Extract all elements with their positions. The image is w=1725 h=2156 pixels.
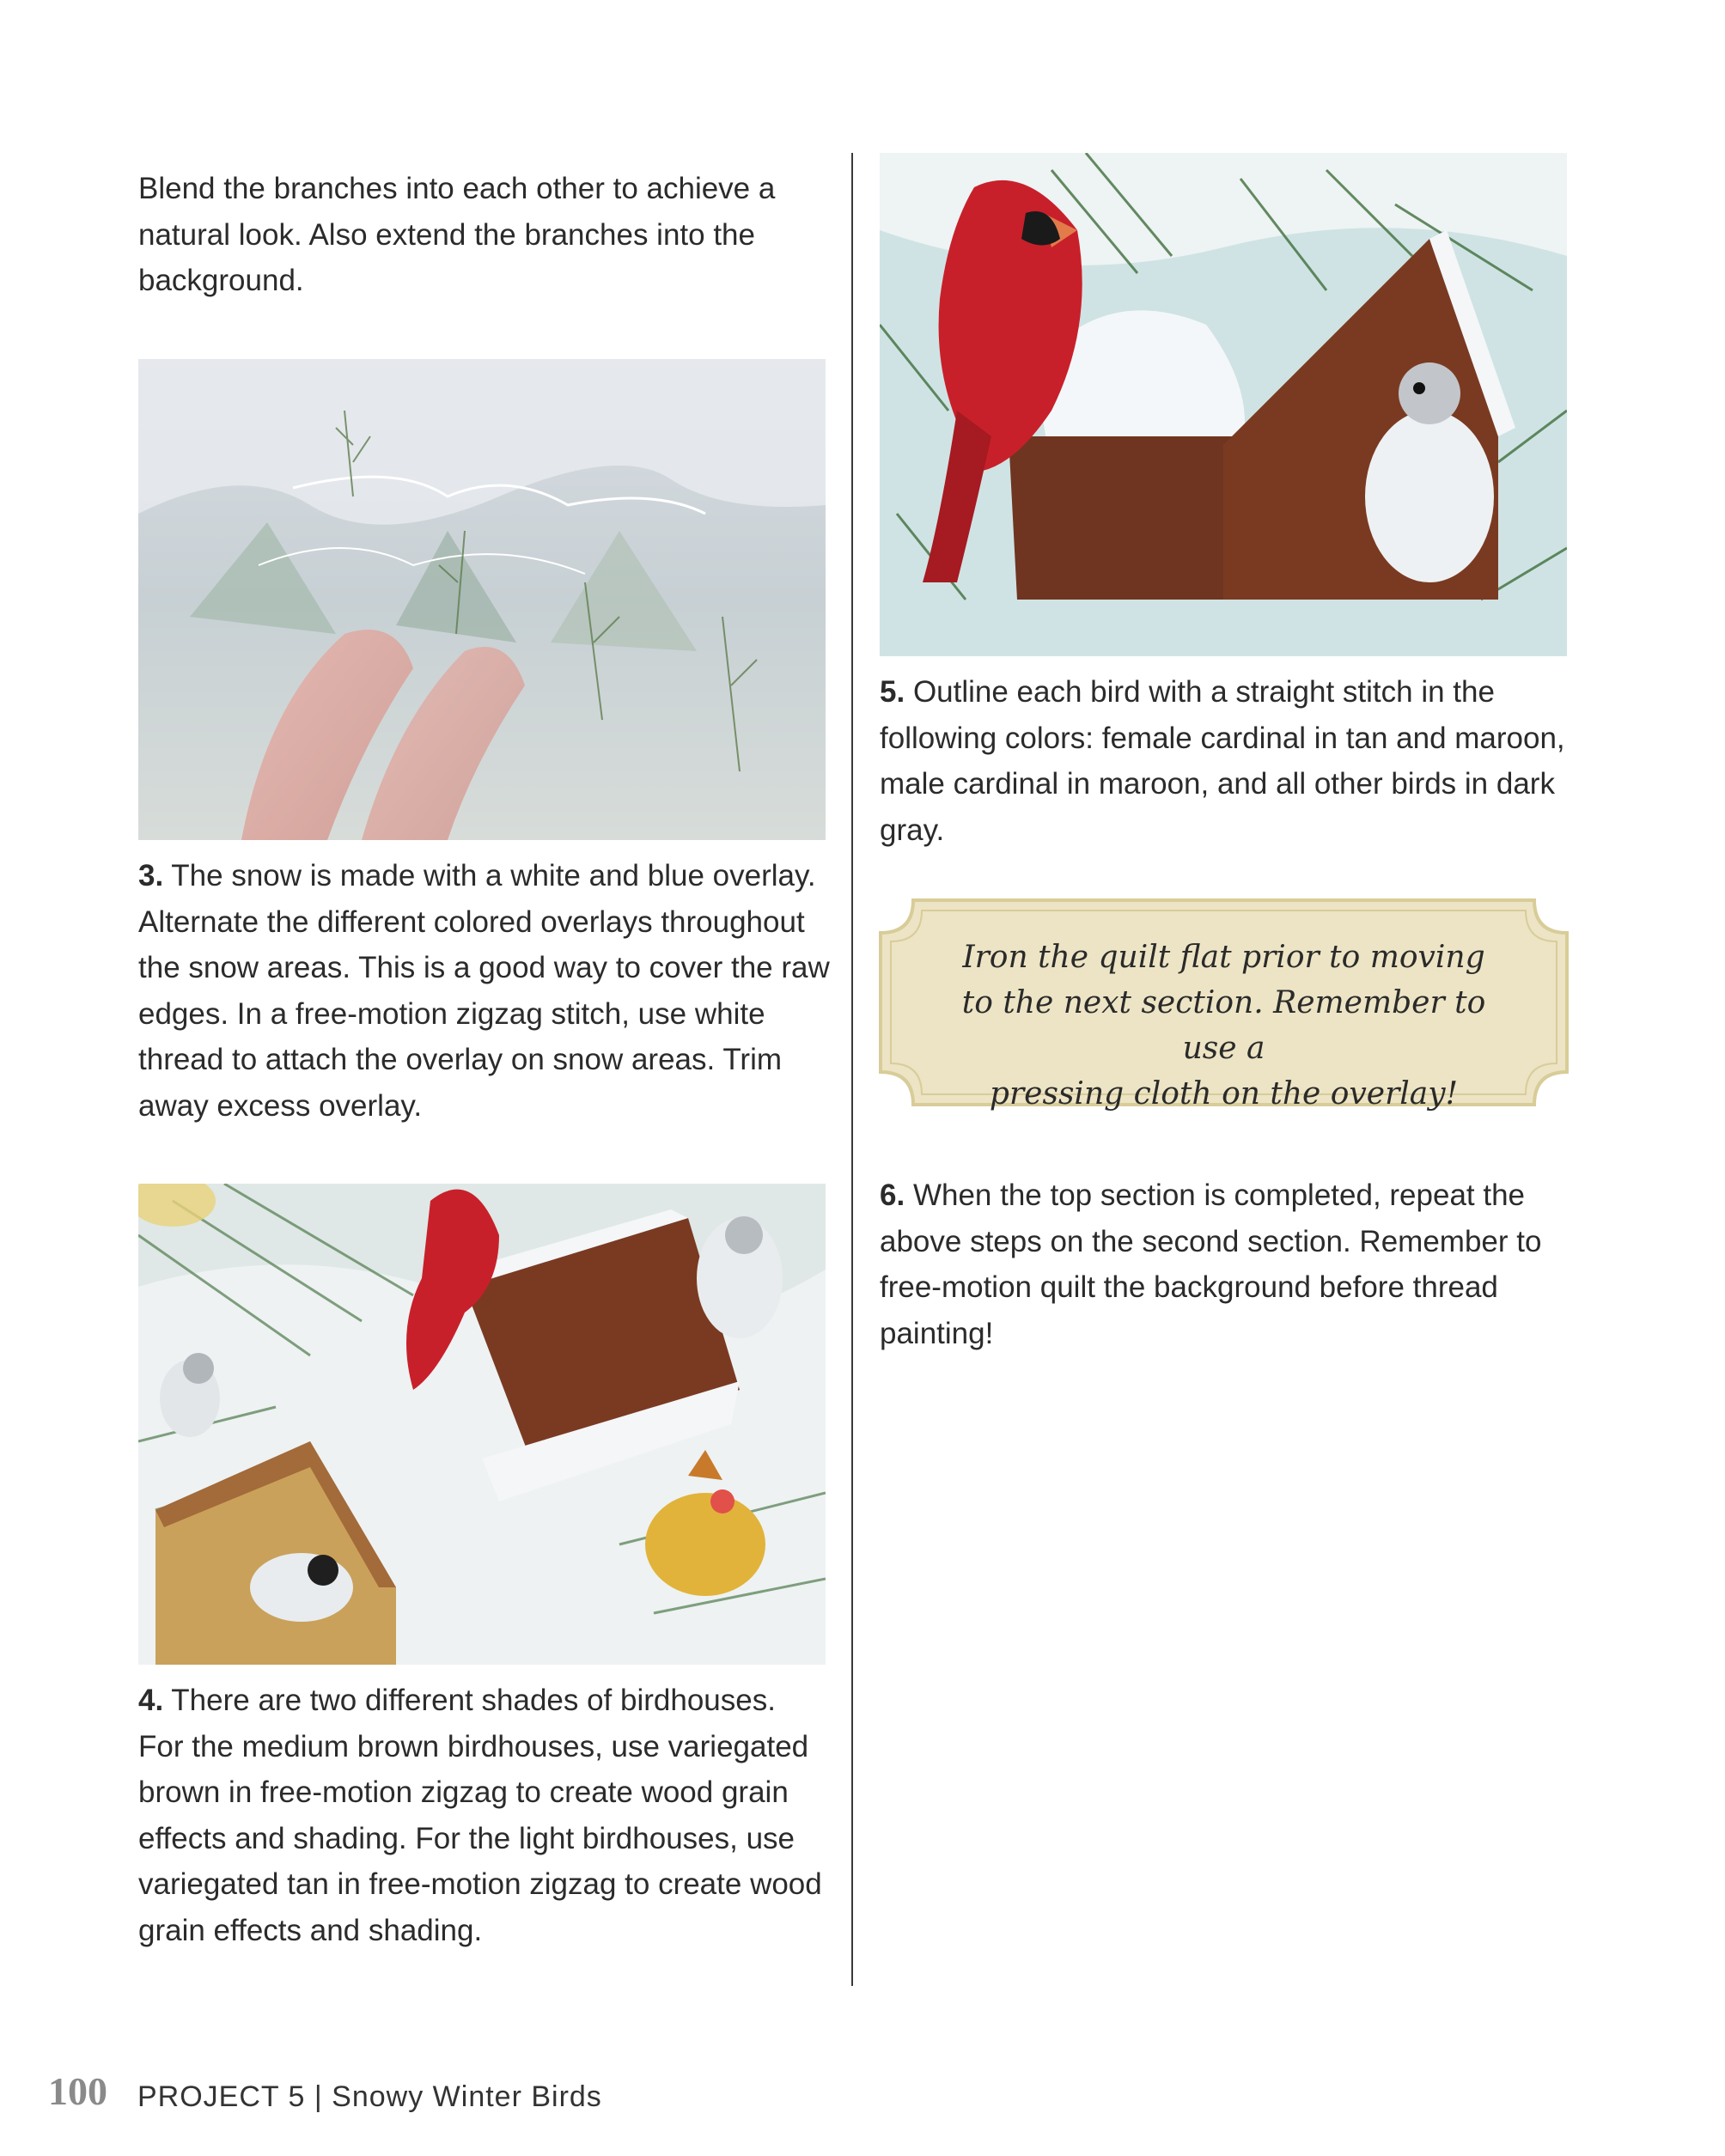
footer-title: Snowy Winter Birds — [332, 2080, 602, 2113]
page-number: 100 — [48, 2069, 107, 2113]
tip-line-2: to the next section. Remember to use a — [961, 985, 1486, 1066]
step5-number: 5. — [880, 675, 905, 709]
step6-text: When the top section is completed, repeat the above steps on the second section. Remember to free-motion quilt the background before thread painting! — [880, 1178, 1542, 1350]
step4-paragraph — [138, 1678, 826, 1953]
running-head — [137, 2080, 602, 2114]
intro-text: Blend the branches into each other to achieve a natural look. Also extend the branches into the background. — [138, 172, 776, 297]
column-divider — [851, 153, 853, 1986]
tip-line-1: Iron the quilt flat prior to moving — [962, 940, 1485, 975]
tip-line-3: pressing cloth on the overlay! — [989, 1076, 1459, 1111]
footer-separator: | — [314, 2080, 323, 2113]
footer-project: PROJECT 5 — [137, 2080, 306, 2113]
photo-cardinal-titmouse — [880, 153, 1567, 656]
intro-paragraph — [138, 166, 826, 304]
photo-snow-overlay — [138, 359, 826, 840]
tip-box — [879, 898, 1569, 1111]
tip-text — [930, 935, 1517, 1117]
step6-number: 6. — [880, 1178, 905, 1212]
photo-birdhouses — [138, 1184, 826, 1665]
step3-text: The snow is made with a white and blue overlay. Alternate the different colored overlays throughout the snow areas. This is a good way to cover the raw edges. In a free-motion zigzag stitch, use white thread to attach the overlay on snow areas. Trim away excess overlay. — [138, 859, 830, 1123]
step5-paragraph — [880, 669, 1571, 853]
step3-paragraph — [138, 853, 838, 1129]
step6-paragraph — [880, 1172, 1571, 1356]
step3-number: 3. — [138, 859, 164, 892]
step4-number: 4. — [138, 1684, 164, 1717]
step5-text: Outline each bird with a straight stitch in the following colors: female cardinal in tan and maroon, male cardinal in maroon, and all other birds in dark gray. — [880, 675, 1565, 847]
step4-text: There are two different shades of birdhouses. For the medium brown birdhouses, use variegated brown in free-motion zigzag to create wood grain effects and shading. For the light birdhouses, use variegated tan in free-motion zigzag to create wood grain effects and shading. — [138, 1684, 822, 1947]
